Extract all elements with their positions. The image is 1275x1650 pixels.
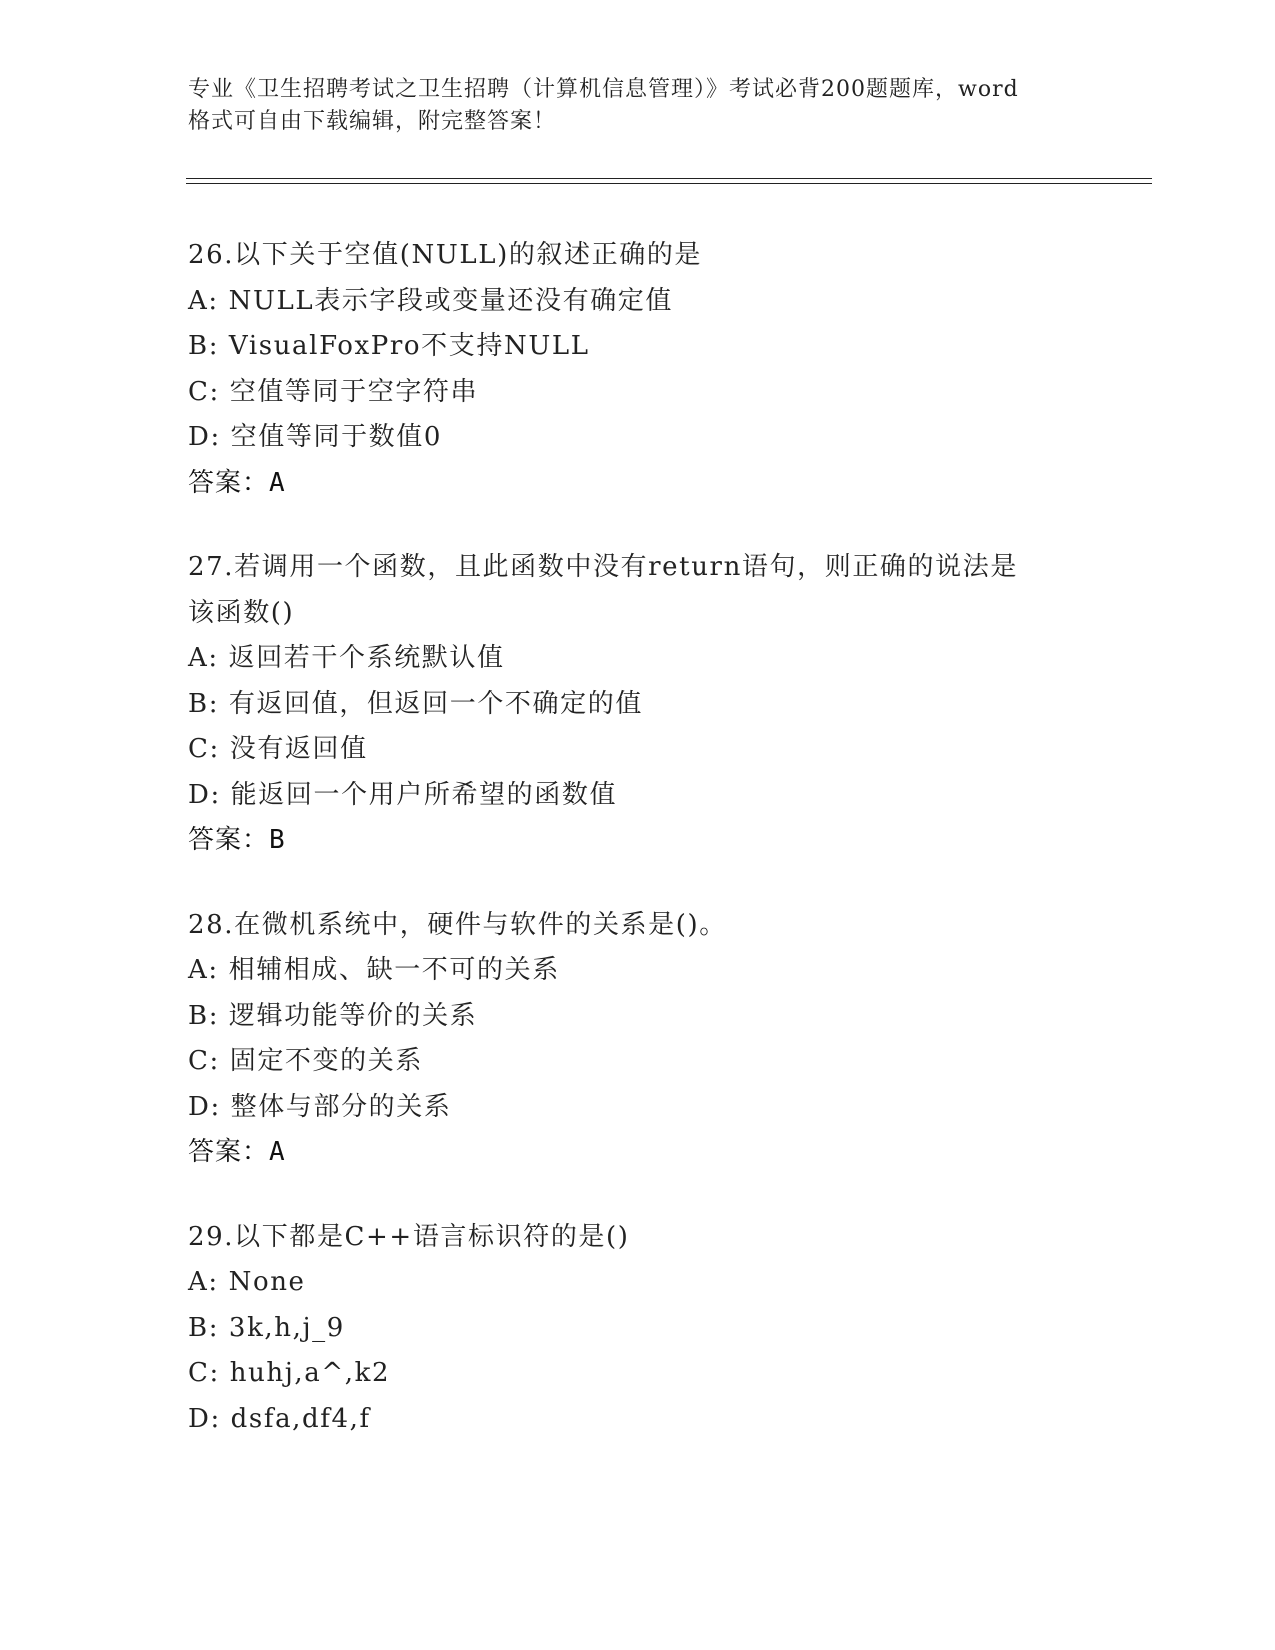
question-list [188,233,1128,1481]
option-b: B: 3k,h,j_9 [188,1312,345,1343]
question-29 [188,1215,1128,1443]
option-b: B: 有返回值，但返回一个不确定的值 [188,688,643,719]
question-stem: 29.以下都是C++语言标识符的是() [188,1221,630,1252]
document-header [188,74,1088,138]
header-rule-bottom [186,183,1152,184]
option-c: C: 固定不变的关系 [188,1046,423,1076]
option-c: C: 没有返回值 [188,734,368,764]
question-28 [188,903,1128,1176]
option-d: D: 整体与部分的关系 [188,1091,452,1122]
question-stem: 26.以下关于空值(NULL)的叙述正确的是 [188,240,703,270]
answer-line: 答案：A [188,1137,286,1167]
option-b: B: 逻辑功能等价的关系 [188,1000,478,1031]
option-b: B: VisualFoxPro不支持NULL [188,331,590,361]
option-c: C: huhj,a^,k2 [188,1358,391,1388]
question-stem-continued: 该函数() [188,597,295,628]
header-line-1: 专业《卫生招聘考试之卫生招聘（计算机信息管理）》考试必背200题题库，word [188,77,1019,102]
option-d: D: dsfa,df4,f [188,1403,371,1434]
option-d: D: 空值等同于数值0 [188,422,443,452]
question-26 [188,233,1128,506]
option-a: A: 相辅相成、缺一不可的关系 [188,955,560,985]
option-a: A: None [188,1267,306,1297]
option-a: A: NULL表示字段或变量还没有确定值 [188,285,673,316]
option-c: C: 空值等同于空字符串 [188,376,479,407]
answer-line: 答案：B [188,825,286,855]
header-rule-top [186,178,1152,179]
header-line-2: 格式可自由下载编辑，附完整答案！ [188,109,557,134]
question-stem: 28.在微机系统中，硬件与软件的关系是()。 [188,909,727,940]
option-d: D: 能返回一个用户所希望的函数值 [188,779,618,810]
question-stem: 27.若调用一个函数，且此函数中没有return语句，则正确的说法是 [188,552,1018,582]
question-27 [188,545,1128,864]
option-a: A: 返回若干个系统默认值 [188,643,505,673]
answer-line: 答案：A [188,467,286,498]
